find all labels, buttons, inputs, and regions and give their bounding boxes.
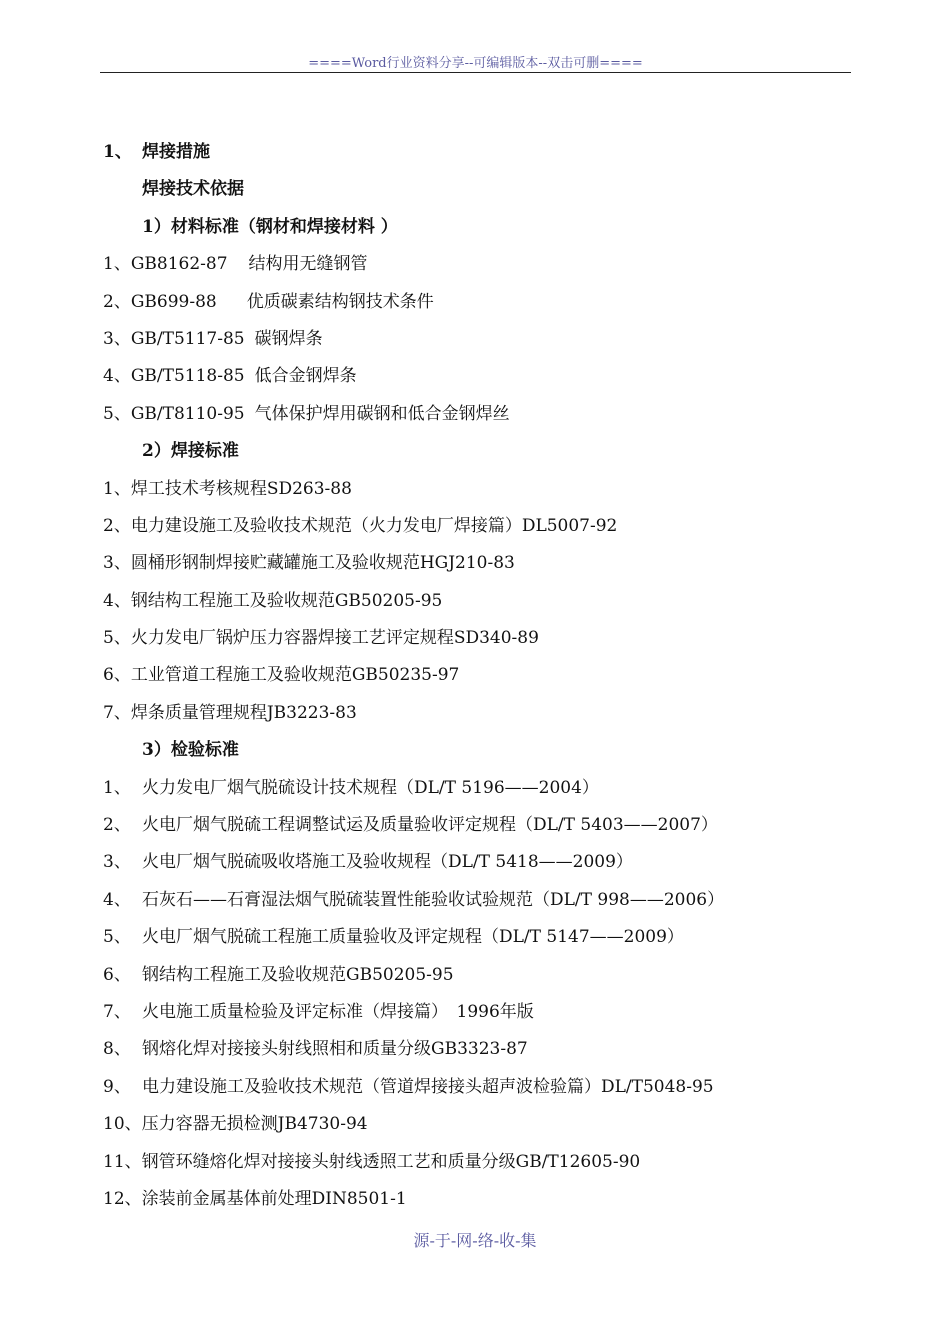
page-footer: 源-于-网-络-收-集: [413, 1231, 537, 1250]
subheading: 焊接技术依据: [142, 179, 244, 200]
heading-title: 焊接措施: [142, 142, 210, 162]
item-number: 5、: [103, 927, 131, 948]
item-text: 钢熔化焊对接接头射线照相和质量分级GB3323-87: [142, 1039, 528, 1060]
item-number: 3、: [103, 852, 131, 873]
section3-title: 3）检验标准: [142, 740, 239, 761]
item-text: 电力建设施工及验收技术规范（管道焊接接头超声波检验篇）DL/T5048-95: [142, 1076, 714, 1097]
list-item: 2、电力建设施工及验收技术规范（火力发电厂焊接篇）DL5007-92: [103, 515, 618, 536]
list-item: [103, 775, 863, 812]
list-item: 10、压力容器无损检测JB4730-94: [103, 1114, 368, 1135]
item-text: 火电厂烟气脱硫吸收塔施工及验收规程（DL/T 5418——2009）: [142, 852, 633, 873]
section2-title: 2）焊接标准: [142, 441, 239, 462]
list-item: 1、焊工技术考核规程SD263-88: [103, 478, 352, 499]
item-text: 火电施工质量检验及评定标准（焊接篇） 1996年版: [142, 1001, 534, 1022]
list-item: 5、火力发电厂锅炉压力容器焊接工艺评定规程SD340-89: [103, 628, 539, 649]
item-text: 钢结构工程施工及验收规范GB50205-95: [142, 964, 454, 985]
standard-title: 气体保护焊用碳钢和低合金钢焊丝: [254, 403, 510, 424]
item-number: 2、: [103, 815, 131, 836]
page-header: ====Word行业资料分享--可编辑版本--双击可删====: [308, 56, 643, 71]
list-item: 3、圆桶形钢制焊接贮藏罐施工及验收规范HGJ210-83: [103, 553, 515, 574]
list-item: [103, 1036, 863, 1073]
list-item: [103, 401, 863, 438]
item-number: 8、: [103, 1039, 131, 1060]
item-text: 火电厂烟气脱硫工程施工质量验收及评定规程（DL/T 5147——2009）: [142, 927, 684, 948]
list-item: 7、焊条质量管理规程JB3223-83: [103, 702, 357, 723]
list-item: [103, 924, 863, 961]
standard-title: 优质碳素结构钢技术条件: [246, 291, 434, 312]
item-text: 火电厂烟气脱硫工程调整试运及质量验收评定规程（DL/T 5403——2007）: [142, 815, 718, 836]
list-item: [103, 999, 863, 1036]
list-item: [103, 1074, 863, 1111]
list-item: [103, 887, 863, 924]
item-number: 6、: [103, 964, 131, 985]
item-text: 石灰石——石膏湿法烟气脱硫装置性能验收试验规范（DL/T 998——2006）: [142, 889, 725, 910]
standard-code: 5、GB/T8110-95: [103, 403, 245, 424]
standard-code: 1、GB8162-87: [103, 254, 228, 275]
standard-title: 结构用无缝钢管: [248, 254, 368, 275]
document-body: [103, 139, 863, 1223]
section1-title: 1）材料标准（钢材和焊接材料 ）: [142, 216, 398, 237]
item-text: 火力发电厂烟气脱硫设计技术规程（DL/T 5196——2004）: [142, 777, 599, 798]
list-item: [103, 849, 863, 886]
list-item: 12、涂装前金属基体前处理DIN8501-1: [103, 1188, 407, 1209]
list-item: 6、工业管道工程施工及验收规范GB50235-97: [103, 665, 460, 686]
standard-code: 3、GB/T5117-85: [103, 328, 245, 349]
list-item: [103, 812, 863, 849]
list-item: [103, 289, 863, 326]
standard-title: 碳钢焊条: [254, 328, 323, 349]
standard-code: 2、GB699-88: [103, 291, 217, 312]
item-number: 9、: [103, 1076, 131, 1097]
item-number: 1、: [103, 777, 131, 798]
list-item: 11、钢管环缝熔化焊对接接头射线透照工艺和质量分级GB/T12605-90: [103, 1151, 641, 1172]
list-item: [103, 326, 863, 363]
list-item: 4、钢结构工程施工及验收规范GB50205-95: [103, 590, 443, 611]
item-number: 7、: [103, 1001, 131, 1022]
item-number: 4、: [103, 889, 131, 910]
list-item: [103, 962, 863, 999]
list-item: [103, 251, 863, 288]
heading-number: 1、: [103, 142, 132, 162]
header-rule: [100, 72, 851, 73]
heading-welding-measures: [103, 139, 863, 176]
list-item: [103, 363, 863, 400]
standard-title: 低合金钢焊条: [254, 366, 357, 387]
standard-code: 4、GB/T5118-85: [103, 366, 245, 387]
